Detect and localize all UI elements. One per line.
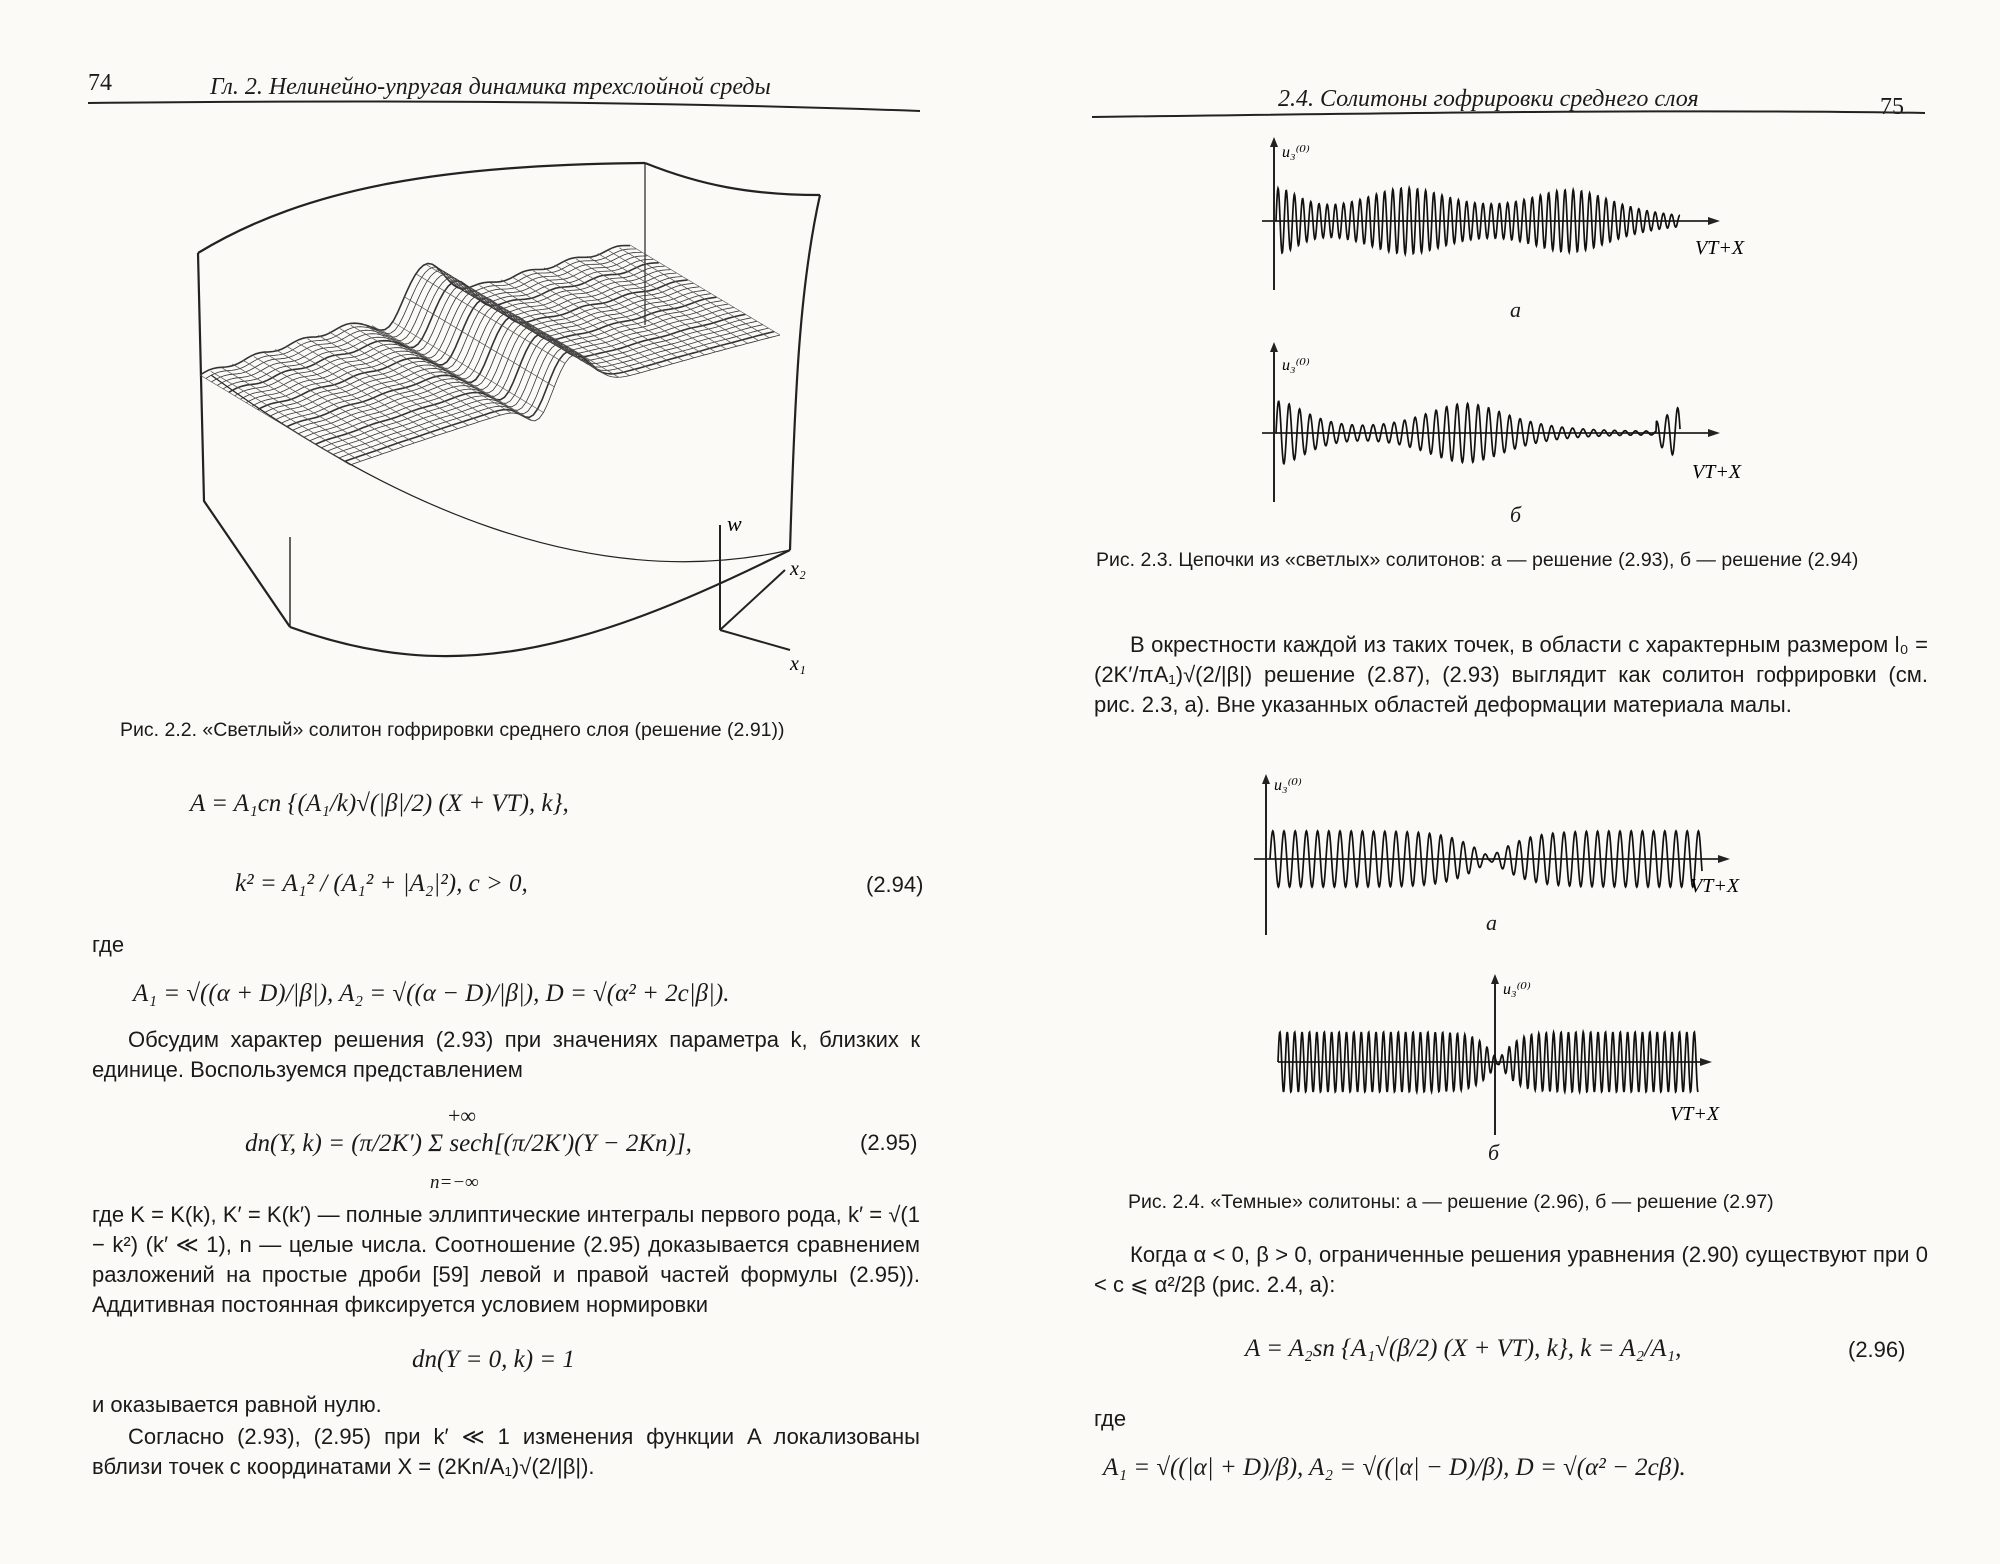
sum-upper-limit: +∞ [448, 1103, 477, 1128]
fig23-label-b: б [1510, 502, 1522, 527]
figure-2-4a-plot [1240, 770, 1780, 940]
paragraph-elliptic-integrals: где K = K(k), K′ = K(k′) — полные эллиптические интегралы первого рода, k′ = √(1 − k²) (k′ ≪ 1), n — целые числа. Соотношение (2.95) доказывается сравнением разложений на простые дроби [59] левой и правой частей формулы (2.95)). Аддитивная постоянная фиксируется условием нормировки [92, 1202, 920, 1317]
surface-cross-line [318, 335, 468, 425]
surface-cross-line [265, 353, 415, 443]
fig24-label-b: б [1488, 1140, 1500, 1165]
fig23b-y-label: u₃⁽⁰⁾ [1282, 357, 1310, 374]
fig24a-y-label: u₃⁽⁰⁾ [1274, 777, 1302, 794]
fig24a-x-label: VT+X [1690, 875, 1740, 897]
surface-cross-line [469, 287, 619, 377]
axis-x1-label: x₁ [790, 653, 806, 675]
fig23a-y-label: u₃⁽⁰⁾ [1282, 144, 1310, 161]
surface-cross-line [308, 339, 458, 429]
paragraph-neighborhood: В окрестности каждой из таких точек, в области с характерным размером l₀ = (2K′/πA₁)√(2/|β|) решение (2.87), (2.93) выглядит как солитон гофрировки (см. рис. 2.3, а). Вне указанных областей деформации материала малы. [1094, 632, 1928, 717]
box-back-top-right-edge [645, 163, 820, 195]
where-label-2: где [1094, 1406, 1127, 1431]
equation-A-sn: A = A₂sn {A₁√(β/2) (X + VT), k}, k = A₂/A₁, [1245, 1335, 1682, 1362]
surface-cross-line [426, 264, 576, 354]
left-header-rule [85, 95, 925, 115]
figure-2-2-axes [720, 525, 790, 650]
box-right-edge [790, 195, 820, 550]
fig23a-x-label: VT+X [1695, 237, 1745, 259]
surface-cross-line [480, 286, 630, 376]
equation-A1-A2-D: A₁ = √((α + D)/|β|), A₂ = √((α − D)/|β|), D = √(α² + 2c|β|). [133, 980, 730, 1007]
surface-cross-line [211, 371, 361, 461]
equation-number-2-96: (2.96) [1848, 1337, 1906, 1362]
right-running-title: 2.4. Солитоны гофрировки среднего слоя [1278, 86, 1699, 112]
box-left-edge [198, 253, 290, 627]
figure-2-2-surface-plot [190, 125, 830, 685]
fig24b-y-label: u₃⁽⁰⁾ [1503, 981, 1531, 998]
equation-dn-series: dn(Y, k) = (π/2K′) Σ sech[(π/2K′)(Y − 2Kn)], [245, 1130, 692, 1157]
right-page-number: 75 [1880, 94, 1904, 120]
equation-normalization: dn(Y = 0, k) = 1 [412, 1346, 575, 1373]
surface-cross-line [609, 251, 759, 341]
figure-2-3b-plot [1240, 340, 1780, 505]
surface-cross-line [523, 274, 673, 364]
fig24b-x-label: VT+X [1670, 1103, 1720, 1125]
surface-cross-line [619, 248, 769, 338]
paragraph-dark-solitons: Когда α < 0, β > 0, ограниченные решения уравнения (2.90) существуют при 0 < c ⩽ α²/2β (рис. 2.4, а): [1094, 1242, 1928, 1297]
axis-x2-label: x₂ [790, 558, 806, 580]
surface-cross-line [275, 349, 425, 439]
paragraph-localized: Согласно (2.93), (2.95) при k′ ≪ 1 изменения функции A локализованы вблизи точек с координатами X = (2Kn/A₁)√(2/|β|). [92, 1424, 920, 1479]
figure-2-3-caption: Рис. 2.3. Цепочки из «светлых» солитонов: а — решение (2.93), б — решение (2.94) [1096, 549, 1859, 571]
fig23-label-a: а [1510, 297, 1521, 322]
surface-cross-line [394, 323, 544, 413]
surface-cross-line [512, 277, 662, 367]
box-bottom-front-edge [290, 550, 790, 656]
fig23b-x-label: VT+X [1692, 461, 1742, 483]
fig24-label-a: а [1486, 910, 1497, 935]
surface-cross-line [222, 368, 372, 458]
surface-cross-line [351, 325, 501, 415]
equation-number-2-95: (2.95) [860, 1130, 918, 1155]
equation-A-cn: A = A₁cn {(A₁/k)√(|β|/2) (X + VT), k}, [190, 790, 569, 817]
surface-cross-line [566, 262, 716, 352]
where-label-1: где [92, 932, 125, 957]
paragraph-discuss-solution: Обсудим характер решения (2.93) при значениях параметра k, близких к единице. Воспользуемся представлением [92, 1027, 920, 1082]
figure-2-4-caption: Рис. 2.4. «Темные» солитоны: а — решение (2.96), б — решение (2.97) [1128, 1191, 1774, 1213]
figure-2-4b-plot [1270, 970, 1770, 1140]
left-running-title: Гл. 2. Нелинейно-упругая динамика трехслойной среды [210, 74, 771, 100]
sum-lower-limit: n=−∞ [430, 1172, 479, 1193]
equation-bottom-A1-A2-D: A₁ = √((|α| + D)/β), A₂ = √((|α| − D)/β), D = √(α² − 2cβ). [1103, 1454, 1686, 1481]
equation-k-squared: k² = A₁² / (A₁² + |A₂|²), c > 0, [235, 870, 528, 897]
box-back-top-left-edge [198, 163, 645, 253]
right-header-rule [1090, 103, 1930, 123]
axis-w-label: w [727, 511, 742, 536]
left-page-number: 74 [88, 70, 112, 96]
figure-2-2-caption: Рис. 2.2. «Светлый» солитон гофрировки среднего слоя (решение (2.91)) [120, 719, 785, 741]
equation-number-2-94: (2.94) [866, 872, 924, 897]
surface-cross-line [372, 326, 522, 416]
surface-cross-line [555, 265, 705, 355]
figure-2-3a-plot [1240, 135, 1780, 295]
surface-cross-line [232, 364, 382, 454]
paragraph-equals-zero: и оказывается равной нулю. [92, 1392, 382, 1417]
surface-cross-line [598, 253, 748, 343]
